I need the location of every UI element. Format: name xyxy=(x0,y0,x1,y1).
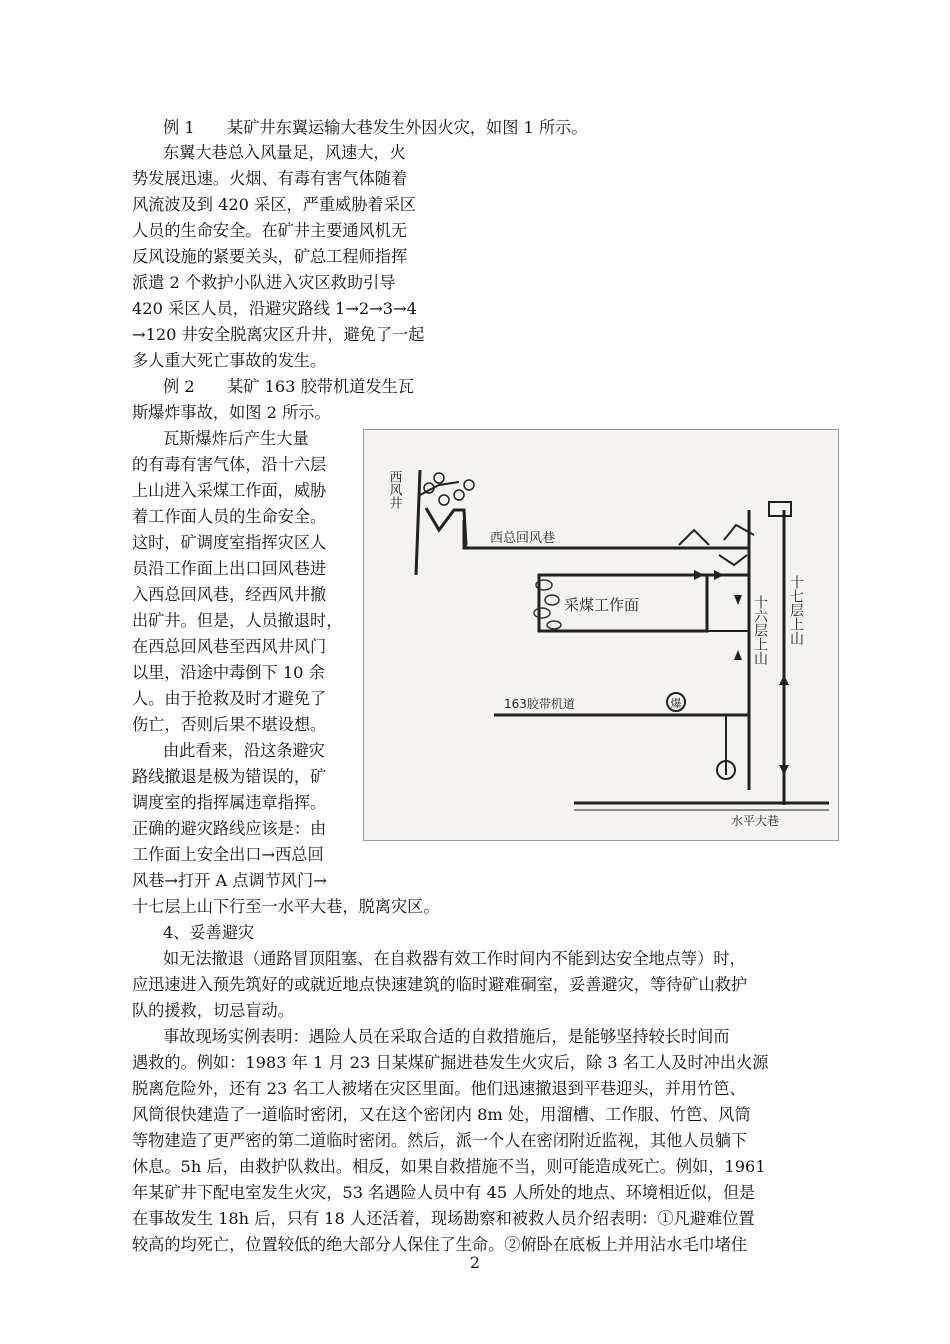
arrow-right-icon xyxy=(694,570,704,580)
example2-line: 入西总回风巷，经西风井撤 xyxy=(132,585,327,604)
example1-line: 风流波及到 420 采区，严重威胁着采区 xyxy=(132,195,416,214)
page-number: 2 xyxy=(469,1253,481,1272)
case-line: 在事故发生 18h 后，只有 18 人还活着，现场勘察和被救人员介绍表明：①凡避难位置 xyxy=(132,1209,755,1228)
belt-way-label: 163胶带机道 xyxy=(504,697,575,711)
analysis-line: 由此看来，沿这条避灾 xyxy=(163,741,325,760)
section4-line: 如无法撤退（通路冒顶阻塞、在自救器有效工作时间内不能到达安全地点等）时， xyxy=(163,949,746,968)
analysis-line: 正确的避灾路线应该是：由 xyxy=(132,819,327,838)
layer17-label: 十七层上山 xyxy=(788,575,804,645)
analysis-line: 调度室的指挥属违章指挥。 xyxy=(132,793,327,812)
mine-diagram xyxy=(364,430,838,840)
example1-line: 多人重大死亡事故的发生。 xyxy=(132,351,327,370)
example2-line: 人。由于抢救及时才避免了 xyxy=(132,689,327,708)
section4-heading: 4、妥善避灾 xyxy=(163,923,255,942)
explosion-label: 爆 xyxy=(670,697,682,710)
example2-line: 的有毒有害气体，沿十六层 xyxy=(132,455,327,474)
air-door-c xyxy=(679,530,709,545)
example1-line: 反风设施的紧要关头，矿总工程师指挥 xyxy=(132,247,408,266)
case-line: 风筒很快建造了一道临时密闭，又在这个密闭内 8m 处，用溜槽、工作服、竹笆、风筒 xyxy=(132,1105,751,1124)
west-return-label: 西总回风巷 xyxy=(490,531,556,546)
west-shaft-label: 西风井 xyxy=(386,470,402,509)
case-line: 休息。5h 后，由救护队救出。相反，如果自救措施不当，则可能造成死亡。例如，1961 xyxy=(132,1157,766,1176)
main-roadway-label: 水平大巷 xyxy=(731,814,780,828)
analysis-line: 路线撤退是极为错误的，矿 xyxy=(132,767,327,786)
working-face-label: 采煤工作面 xyxy=(564,596,640,614)
example1-line: 派遣 2 个救护小队进入灾区救助引导 xyxy=(132,273,396,292)
air-door-b xyxy=(719,555,747,565)
example2-line: 伤亡，否则后果不堪设想。 xyxy=(132,715,327,734)
example2-heading: 例 2 某矿 163 胶带机道发生瓦 xyxy=(163,377,414,396)
example2-line: 着工作面人员的生命安全。 xyxy=(132,507,327,526)
case-line: 等物建造了更严密的第二道临时密闭。然后，派一个人在密闭附近监视，其他人员躺下 xyxy=(132,1131,748,1150)
case-line: 年某矿井下配电室发生火灾，53 名遇险人员中有 45 人所处的地点、环境相近似，但是 xyxy=(132,1183,756,1202)
west-shaft-tunnel xyxy=(416,470,420,575)
section4-line: 应迅速进入预先筑好的或就近地点快速建筑的临时避难硐室，妥善避灾，等待矿山救护 xyxy=(132,975,748,994)
top-station xyxy=(769,502,791,516)
example1-line: →120 井安全脱离灾区升井，避免了一起 xyxy=(132,325,425,344)
example2-line: 以里，沿途中毒倒下 10 余 xyxy=(132,663,325,682)
example1-line: 势发展迅速。火烟、有毒有害气体随着 xyxy=(132,169,408,188)
example1-line: 人员的生命安全。在矿井主要通风机无 xyxy=(132,221,408,240)
arrow-up-icon xyxy=(779,675,789,685)
layer16-label: 十六层上山 xyxy=(752,595,768,665)
case-line: 脱离危险外，还有 23 名工人被堵在灾区里面。他们迅速撤退到平巷迎头，并用竹笆、 xyxy=(132,1079,746,1098)
example2-line: 这时，矿调度室指挥灾区人 xyxy=(132,533,327,552)
example1-line: 420 采区人员，沿避灾路线 1→2→3→4 xyxy=(132,299,417,318)
case-line: 较高的均死亡，位置较低的绝大部分人保住了生命。②俯卧在底板上并用沾水毛巾堵住 xyxy=(132,1235,748,1254)
example2-line: 瓦斯爆炸后产生大量 xyxy=(163,429,309,448)
example2-line: 上山进入采煤工作面，威胁 xyxy=(132,481,327,500)
analysis-line: 十七层上山下行至一水平大巷，脱离灾区。 xyxy=(132,897,440,916)
example2-heading: 斯爆炸事故，如图 2 所示。 xyxy=(132,403,331,422)
fan-duct xyxy=(426,508,466,545)
arrow-right-icon xyxy=(714,570,724,580)
section4-line: 队的援救，切忌盲动。 xyxy=(132,1001,294,1020)
example2-line: 出矿井。但是，人员撤退时， xyxy=(132,611,343,630)
mine-diagram-figure xyxy=(363,429,839,841)
arrow-down-icon xyxy=(779,765,789,775)
example2-line: 在西总回风巷至西风井风门 xyxy=(132,637,327,656)
analysis-line: 风巷→打开 A 点调节风门→ xyxy=(132,871,327,890)
case-line: 遇救的。例如：1983 年 1 月 23 日某煤矿掘进巷发生火灾后，除 3 名工人及时冲出火源 xyxy=(132,1053,769,1072)
analysis-line: 工作面上安全出口→西总回 xyxy=(132,845,324,864)
case-line: 事故现场实例表明：遇险人员在采取合适的自救措施后，是能够坚持较长时间而 xyxy=(163,1027,730,1046)
example1-line: 东翼大巷总入风量足，风速大，火 xyxy=(163,143,406,162)
arrow-up-icon xyxy=(734,650,742,660)
example1-heading: 例 1 某矿井东翼运输大巷发生外因火灾，如图 1 所示。 xyxy=(163,118,588,137)
example2-line: 员沿工作面上出口回风巷进 xyxy=(132,559,327,578)
arrow-down-icon xyxy=(734,595,742,605)
